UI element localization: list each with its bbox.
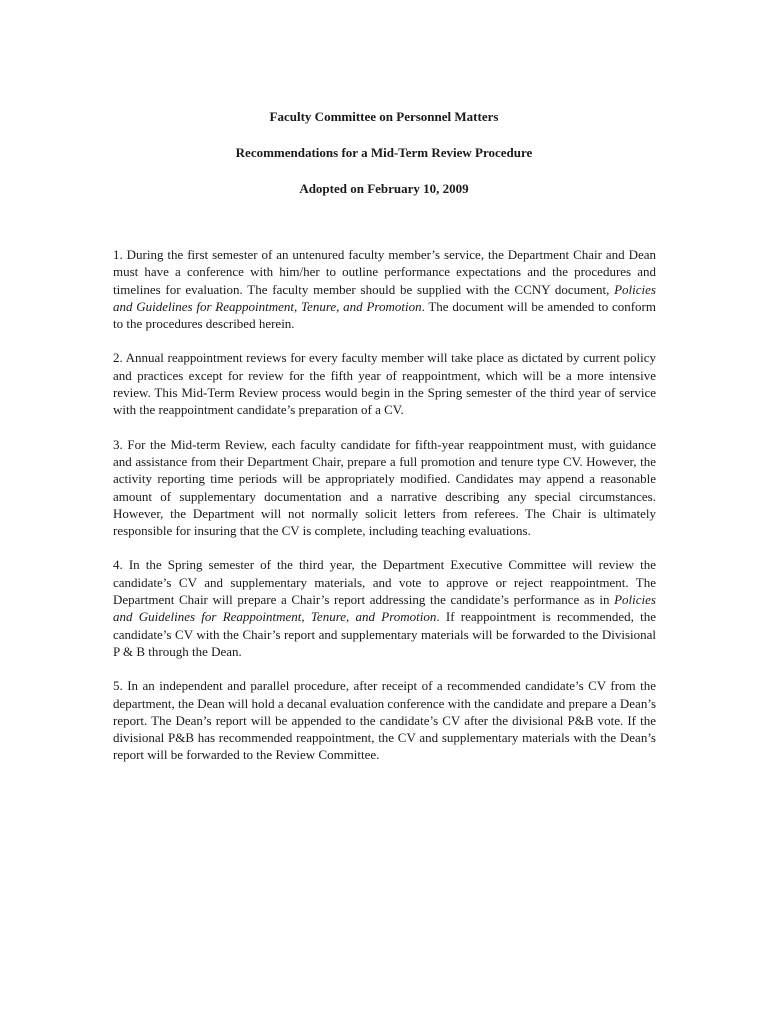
paragraph-2: 2. Annual reappointment reviews for every faculty member will take place as dictated by current policy and practices except for review for the fifth year of reappointment, which will be a more intensive review. This Mid-Term Review process would begin in the Spring semester of the third year of service with the reappointment candidate’s preparation of a CV. <box>113 350 656 418</box>
paragraph-1-text-b: . The document will be amended to conform to the procedures described herein. <box>113 298 656 332</box>
paragraph-3: 3. For the Mid-term Review, each faculty candidate for fifth-year reappointment must, with guidance and assistance from their Department Chair, prepare a full promotion and tenure type CV. However, the activity reporting time periods will be appropriately modified. Candidates may append a reasonable amount of supplementary documentation and a narrative describing any special circumstances. However, the Department will not normally solicit letters from referees. The Chair is ultimately responsible for insuring that the CV is complete, including teaching evaluations. <box>113 436 656 539</box>
paragraph-1 <box>113 246 656 332</box>
document-header <box>0 108 768 216</box>
paragraph-5: 5. In an independent and parallel procedure, after receipt of a recommended candidate’s CV from the department, the Dean will hold a decanal evaluation conference with the candidate and prepare a Dean’s report. The Dean’s report will be appended to the candidate’s CV after the divisional P&B vote. If the divisional P&B has recommended reappointment, the CV and supplementary materials with the Dean’s report will be forwarded to the Review Committee. <box>113 678 656 763</box>
paragraph-4 <box>113 556 656 660</box>
committee-name: Faculty Committee on Personnel Matters <box>269 109 499 124</box>
paragraph-1-document-reference: Policies and Guidelines for Reappointment, Tenure, and Promotion <box>113 281 656 314</box>
paragraph-4-text-b: . If reappointment is recommended, the candidate’s CV with the Chair’s report and supplementary materials will be forwarded to the Divisional P & B through the Dean. <box>113 609 656 659</box>
paragraph-4-text-a: 4. In the Spring semester of the third year, the Department Executive Committee will review the candidate’s CV and supplementary materials, and vote to approve or reject reappointment. The Department Chair will prepare a Chair’s report addressing the candidate’s performance as in <box>113 557 656 608</box>
document-title: Recommendations for a Mid-Term Review Procedure <box>235 145 533 160</box>
adoption-date: Adopted on February 10, 2009 <box>299 181 469 196</box>
paragraph-4-document-reference: Policies and Guidelines for Reappointment, Tenure, and Promotion <box>113 592 656 625</box>
paragraph-1-text-a: 1. During the first semester of an untenured faculty member’s service, the Department Chair and Dean must have a conference with him/her to outline performance expectations and the procedures and timelines for evaluation. The faculty member should be supplied with the CCNY document, <box>113 247 656 297</box>
document-body <box>113 246 656 781</box>
